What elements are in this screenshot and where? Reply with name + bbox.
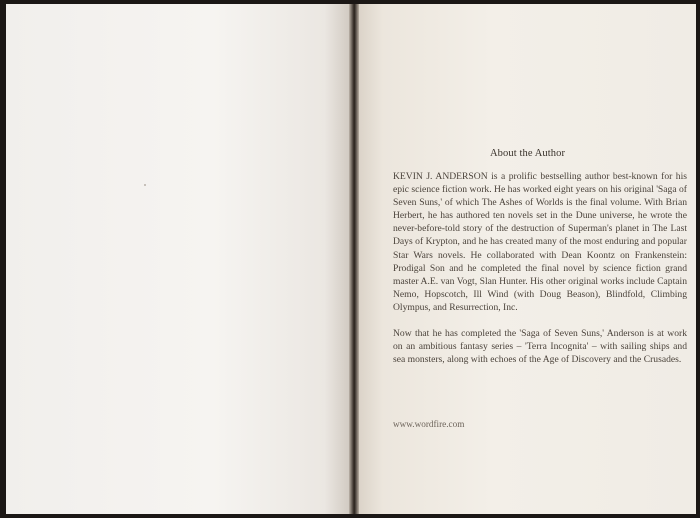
right-page [356,4,696,514]
author-bio [393,170,687,366]
bio-paragraph-1: KEVIN J. ANDERSON is a prolific bestselling author best-known for his epic science fiction work. He has worked eight years on his original 'Saga of Seven Suns,' of which The Ashes of Worlds is the final volume. With Brian Herbert, he has authored ten novels set in the Dune universe, he wrote the never-before-told story of the destruction of Superman's planet in The Last Days of Krypton, and he has created many of the most enduring and popular Star Wars novels. He collaborated with Dean Koontz on Frankenstein: Prodigal Son and he completed the final novel by science fiction grand master A.E. van Vogt, Slan Hunter. His other original works include Captain Nemo, Hopscotch, Ill Wind (with Doug Beason), Blindfold, Climbing Olympus, and Resurrection, Inc. [393,171,687,313]
about-author-heading: About the Author [490,148,566,159]
author-website: www.wordfire.com [393,419,465,429]
bio-paragraph-2: Now that he has completed the 'Saga of Seven Suns,' Anderson is at work on an ambitious fantasy series – 'Terra Incognita' – with sailing ships and sea monsters, along with echoes of the Age of Discovery and the Crusades. [393,328,687,366]
paper-speck [144,184,146,186]
book-gutter [349,4,359,514]
book-spread [6,4,696,514]
left-page-blank [6,4,352,514]
